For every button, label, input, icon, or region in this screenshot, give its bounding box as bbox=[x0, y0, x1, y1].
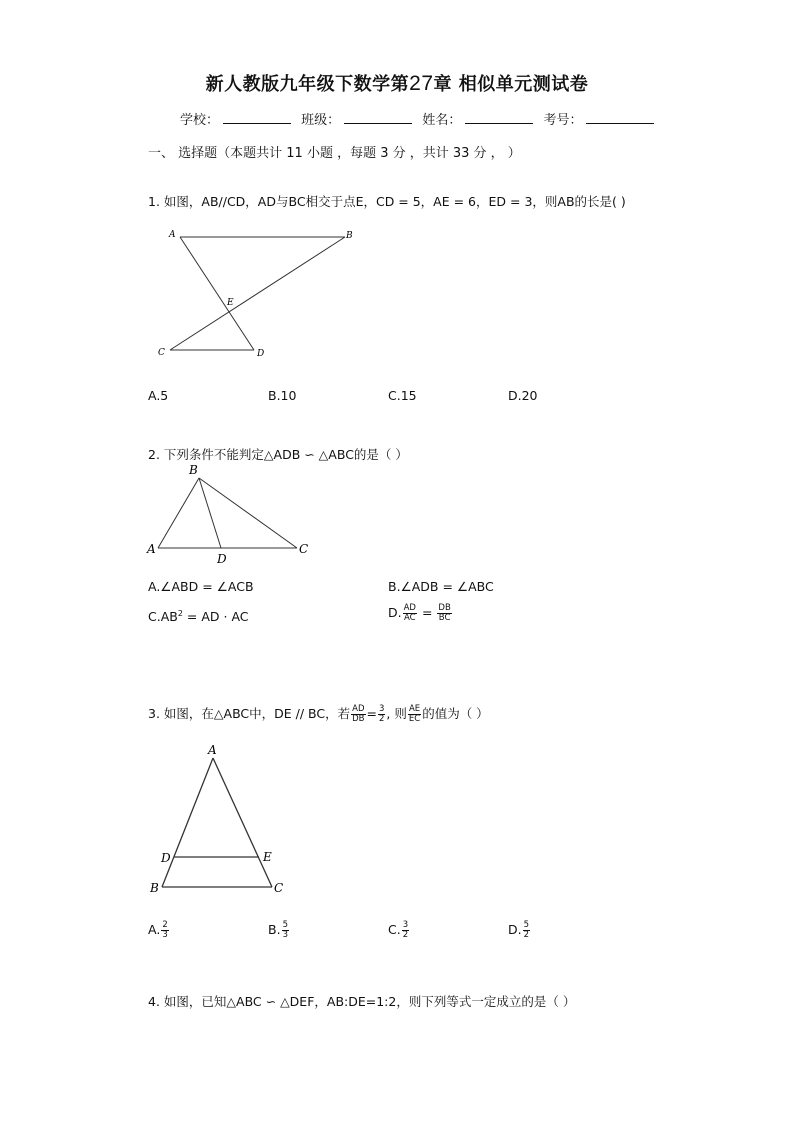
label-b: B bbox=[346, 231, 353, 241]
label-b: B bbox=[150, 881, 159, 895]
student-info-line bbox=[180, 109, 660, 128]
question-4-text: 4. 如图，已知△ABC ∽ △DEF，AB:DE=1:2，则下列等式一定成立的是（ ） bbox=[148, 994, 576, 1009]
question-1-text: 1. 如图，AB//CD，AD与BC相交于点E，CD = 5，AE = 6，ED = 3，则AB的长是( ) bbox=[148, 194, 626, 209]
q2-option-d[interactable]: D. $\frac{AD}{AC}$ = $\frac{DB}{BC}$ bbox=[388, 603, 451, 623]
q2-option-c[interactable]: $C.AB^2$ = AD · AC bbox=[148, 609, 249, 625]
segment-bc bbox=[199, 478, 297, 548]
label-a: A bbox=[147, 542, 156, 556]
exam-number-label: 考号： bbox=[543, 113, 583, 128]
question-1-figure bbox=[150, 225, 370, 365]
title-suffix: 章 相似单元测试卷 bbox=[433, 74, 589, 95]
page-title bbox=[0, 70, 794, 96]
label-d: D bbox=[217, 552, 227, 566]
fraction-db-bc: $\frac{DB}{BC}$ bbox=[438, 603, 451, 623]
q3-option-d[interactable]: D. $\frac{5}{2}$ bbox=[508, 920, 530, 940]
segment-ac bbox=[213, 758, 272, 887]
exam-number-blank[interactable] bbox=[586, 111, 654, 124]
question-3-text: 3. 如图，在△ABC中，DE // BC，若 $\frac{AD}{DB}$ = $\frac{3}{2}$ , 则 $\frac{AE}{EC}$ 的值为（ ） bbox=[148, 704, 489, 724]
question-3-figure bbox=[145, 740, 295, 900]
q1-option-b[interactable]: B.10 bbox=[268, 388, 297, 403]
label-c: C bbox=[299, 542, 309, 556]
class-label: 班级： bbox=[301, 113, 341, 128]
segment-bc bbox=[170, 237, 345, 350]
fraction-ad-ac: $\frac{AD}{AC}$ bbox=[403, 603, 416, 623]
question-2-text: 2. 下列条件不能判定△ADB ∽ △ABC的是（ ） bbox=[148, 447, 408, 462]
label-e: E bbox=[227, 298, 234, 308]
q2-option-b[interactable]: B.∠ADB = ∠ABC bbox=[388, 579, 494, 594]
q1-option-a[interactable]: A.5 bbox=[148, 388, 169, 403]
name-label: 姓名： bbox=[422, 113, 462, 128]
fraction-ad-db: $\frac{AD}{DB}$ bbox=[352, 704, 365, 724]
name-blank[interactable] bbox=[465, 111, 533, 124]
label-b: B bbox=[189, 463, 198, 477]
school-label: 学校： bbox=[180, 113, 220, 128]
fraction-ae-ec: $\frac{AE}{EC}$ bbox=[408, 704, 421, 724]
title-chapter-number: 27 bbox=[409, 72, 434, 95]
title-prefix: 新人教版九年级下数学第 bbox=[205, 74, 410, 95]
q1-option-d[interactable]: D.20 bbox=[508, 388, 538, 403]
label-d: D bbox=[257, 349, 265, 359]
fraction-3-2: $\frac{3}{2}$ bbox=[379, 704, 385, 724]
question-2-figure bbox=[145, 460, 320, 568]
q3-option-b[interactable]: B. $\frac{5}{3}$ bbox=[268, 920, 288, 940]
segment-ad bbox=[180, 237, 254, 350]
label-c: C bbox=[158, 348, 165, 358]
q2-option-a[interactable]: A.∠ABD = ∠ACB bbox=[148, 579, 254, 594]
q3-option-c[interactable]: C. $\frac{3}{2}$ bbox=[388, 920, 409, 940]
segment-ab bbox=[158, 478, 199, 548]
segment-ab bbox=[162, 758, 213, 887]
q3-option-a[interactable]: A. $\frac{2}{3}$ bbox=[148, 920, 168, 940]
label-a: A bbox=[208, 743, 217, 757]
class-blank[interactable] bbox=[344, 111, 412, 124]
label-c: C bbox=[274, 881, 284, 895]
label-a: A bbox=[169, 230, 176, 240]
q1-option-c[interactable]: C.15 bbox=[388, 388, 417, 403]
school-blank[interactable] bbox=[223, 111, 291, 124]
label-d: D bbox=[161, 851, 171, 865]
section-heading: 一、 选择题（本题共计 11 小题 ，每题 3 分 ，共计 33 分 ， ） bbox=[148, 146, 521, 161]
label-e: E bbox=[263, 850, 272, 864]
segment-bd bbox=[199, 478, 221, 548]
